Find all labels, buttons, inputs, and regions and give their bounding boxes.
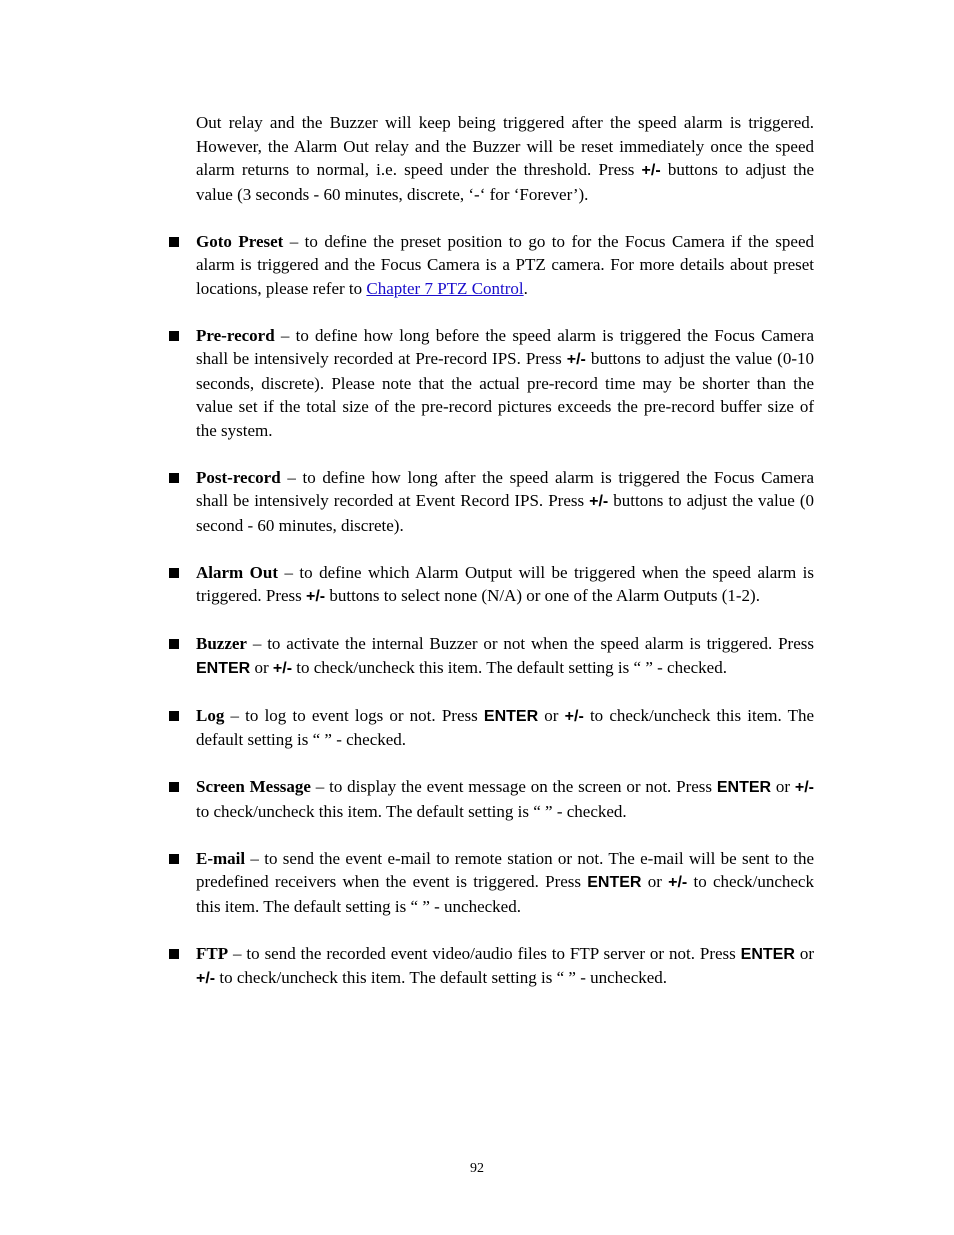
item-text-1: – to display the event message on the screen or not. Press — [310, 777, 717, 796]
item-pre-record — [196, 324, 814, 443]
item-key-1: ENTER — [587, 874, 642, 891]
intro-text-2: buttons to adjust the value (3 seconds - 60 minutes, discrete, ‘-‘ for ‘Forever’). — [196, 160, 814, 204]
square-bullet-icon — [169, 639, 179, 649]
item-goto-preset — [196, 230, 814, 301]
item-key-2: +/- — [668, 874, 688, 891]
item-email — [196, 847, 814, 919]
item-text-3: to check/uncheck this item. The default setting is “ ” - unchecked. — [196, 872, 814, 916]
intro-paragraph — [196, 111, 814, 206]
item-text-2: or — [794, 943, 814, 963]
item-text-1: – to activate the internal Buzzer or not when the speed alarm is triggered. Press — [246, 634, 814, 653]
item-title: Pre-record — [196, 325, 275, 345]
item-key-1: ENTER — [740, 945, 795, 963]
item-text-2: . — [523, 278, 528, 298]
item-text-3: to check/uncheck this item. The default setting is “ ” - checked. — [196, 801, 627, 821]
item-title: Alarm Out — [196, 562, 278, 582]
item-text-2: buttons to select none (N/A) or one of the Alarm Outputs (1-2). — [325, 586, 760, 605]
item-title: Screen Message — [196, 777, 311, 796]
item-text-3: to check/uncheck this item. The default setting is “ ” - checked. — [292, 657, 727, 677]
item-text-1: – to log to event logs or not. Press — [224, 705, 484, 725]
square-bullet-icon — [169, 949, 179, 959]
item-post-record — [196, 466, 814, 538]
item-key-2: +/- — [794, 779, 815, 796]
item-text-2: or — [538, 705, 565, 725]
item-key-1: ENTER — [716, 779, 772, 796]
item-text-1: – to define which Alarm Output will be triggered when the speed alarm is triggered. Press — [196, 562, 814, 605]
item-text-3: to check/uncheck this item. The default setting is “ ” - unchecked. — [215, 968, 668, 987]
item-key-1: +/- — [306, 588, 326, 605]
item-text-3: to check/uncheck this item. The default setting is “ ” - checked. — [196, 705, 814, 749]
square-bullet-icon — [169, 711, 179, 721]
item-ftp — [196, 942, 814, 991]
item-log — [196, 704, 814, 752]
item-key-2: +/- — [196, 970, 216, 987]
item-title: E-mail — [196, 848, 246, 868]
item-text-1: – to define how long before the speed alarm is triggered the Focus Camera shall be intensively recorded at Pre-record IPS. Press — [196, 325, 814, 368]
square-bullet-icon — [169, 568, 179, 578]
item-key-1: ENTER — [196, 659, 251, 677]
item-key-1: +/- — [589, 493, 609, 510]
item-key-1: +/- — [566, 351, 586, 368]
item-text-2: buttons to adjust the value (0-10 seconds, discrete). Please note that the actual pre-record time may be shorter than the value set if the total size of the pre-record pictures exceeds the pre-record buffer size of the system. — [196, 349, 814, 440]
item-text-1: – to send the recorded event video/audio files to FTP server or not. Press — [228, 943, 741, 963]
square-bullet-icon — [169, 473, 179, 483]
item-title: FTP — [196, 943, 229, 963]
item-screen-message — [196, 775, 814, 823]
intro-key-1: +/- — [641, 162, 661, 179]
item-text-1: – to define how long after the speed alarm is triggered the Focus Camera shall be intensively recorded at Event Record IPS. Press — [196, 467, 814, 510]
item-text-2: or — [641, 872, 669, 891]
square-bullet-icon — [169, 782, 179, 792]
item-buzzer — [196, 632, 814, 680]
intro-text-1: Out relay and the Buzzer will keep being triggered after the speed alarm is triggered. However, the Alarm Out relay and the Buzzer will be reset immediately once the speed alarm returns to normal, i.e. speed under the threshold. Press — [196, 113, 814, 179]
item-alarm-out — [196, 561, 814, 609]
item-title: Post-record — [196, 467, 281, 487]
square-bullet-icon — [169, 237, 179, 247]
square-bullet-icon — [169, 854, 179, 864]
item-text-2: or — [250, 657, 273, 677]
page-content — [196, 111, 814, 991]
item-key-2: +/- — [564, 707, 584, 725]
item-title: Buzzer — [196, 634, 247, 653]
page-number: 92 — [470, 1161, 484, 1176]
item-text-1: – to send the event e-mail to remote station or not. The e-mail will be sent to the predefined receivers when the event is triggered. Press — [196, 848, 814, 891]
square-bullet-icon — [169, 331, 179, 341]
chapter-7-link[interactable]: Chapter 7 PTZ Control — [366, 278, 524, 298]
item-title: Log — [196, 705, 225, 725]
item-key-1: ENTER — [483, 707, 539, 725]
item-key-2: +/- — [272, 659, 293, 677]
item-title: Goto Preset — [196, 231, 284, 251]
item-text-1: – to define the preset position to go to for the Focus Camera if the speed alarm is triggered and the Focus Camera is a PTZ camera. For more details about preset locations, please refer to — [196, 231, 814, 298]
item-text-2: buttons to adjust the value (0 second - 60 minutes, discrete). — [196, 491, 815, 535]
item-text-2: or — [771, 777, 795, 796]
